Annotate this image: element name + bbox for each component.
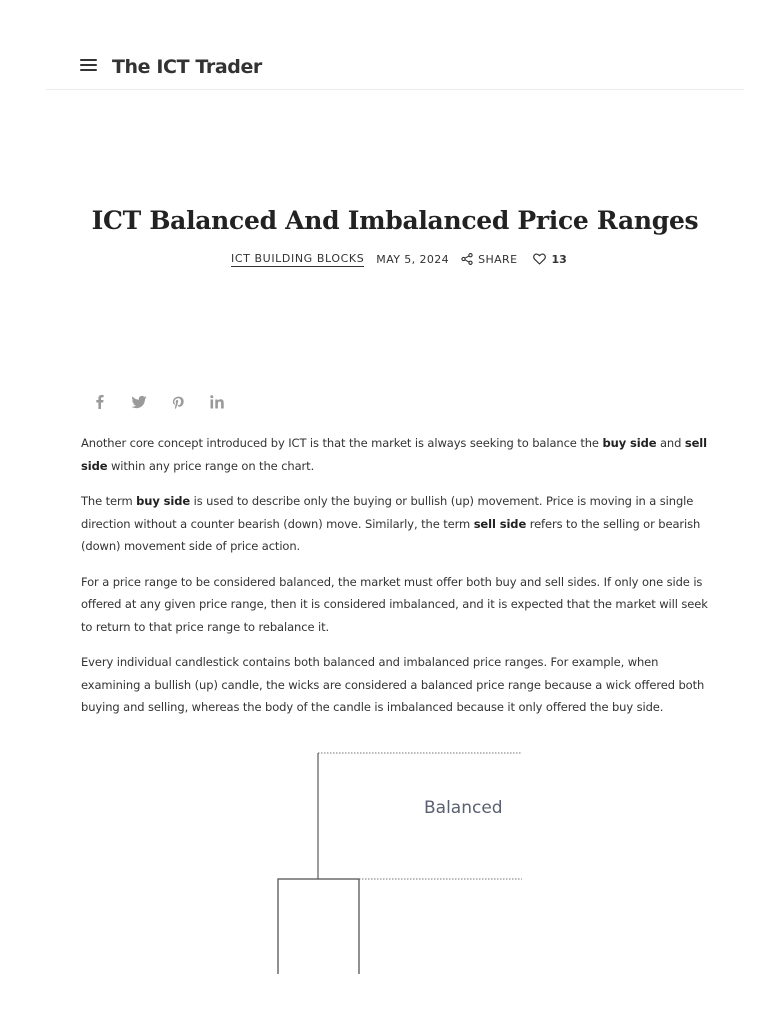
linkedin-icon[interactable] [207, 392, 227, 412]
site-title[interactable]: The ICT Trader [112, 56, 262, 78]
facebook-icon[interactable] [90, 392, 110, 412]
share-label: SHARE [478, 252, 518, 266]
candlestick-figure [270, 748, 560, 974]
share-icon [461, 253, 473, 265]
like-count: 13 [551, 252, 567, 266]
post-title: ICT Balanced And Imbalanced Price Ranges [91, 206, 699, 235]
category-link[interactable]: ICT BUILDING BLOCKS [231, 251, 365, 265]
paragraph-4: Every individual candlestick contains both balanced and imbalanced price ranges. For example, when examining a bullish (up) candle, the wicks are considered a balanced price range because a wick offered both buying and selling, whereas the body of the candle is imbalanced because it only offered the buy side. [81, 655, 705, 714]
pinterest-icon[interactable] [168, 392, 188, 412]
heart-icon [533, 253, 546, 265]
hamburger-menu-icon[interactable] [80, 58, 97, 72]
candlestick-diagram [270, 748, 560, 974]
paragraph-1: Another core concept introduced by ICT is that the market is always seeking to balance the buy side and sell side within any price range on the chart. [81, 436, 707, 473]
post-meta [231, 250, 567, 268]
twitter-icon[interactable] [129, 392, 149, 412]
share-button[interactable] [461, 253, 517, 266]
paragraph-3: For a price range to be considered balanced, the market must offer both buy and sell sides. If only one side is offered at any given price range, then it is considered imbalanced, and it is expected that the market will seek to return to that price range to rebalance it. [81, 574, 708, 634]
balanced-label: Balanced [424, 798, 503, 818]
post-content [81, 432, 717, 732]
paragraph-2: The term buy side is used to describe only the buying or bullish (up) movement. Price is moving in a single direction without a counter bearish (down) move. Similarly, the term sell side refers to the selling or bearish (down) movement side of price action. [81, 494, 701, 553]
like-button[interactable] [533, 253, 566, 266]
post-date: MAY 5, 2024 [376, 252, 450, 266]
social-share-bar [90, 392, 246, 412]
site-header [46, 40, 744, 90]
